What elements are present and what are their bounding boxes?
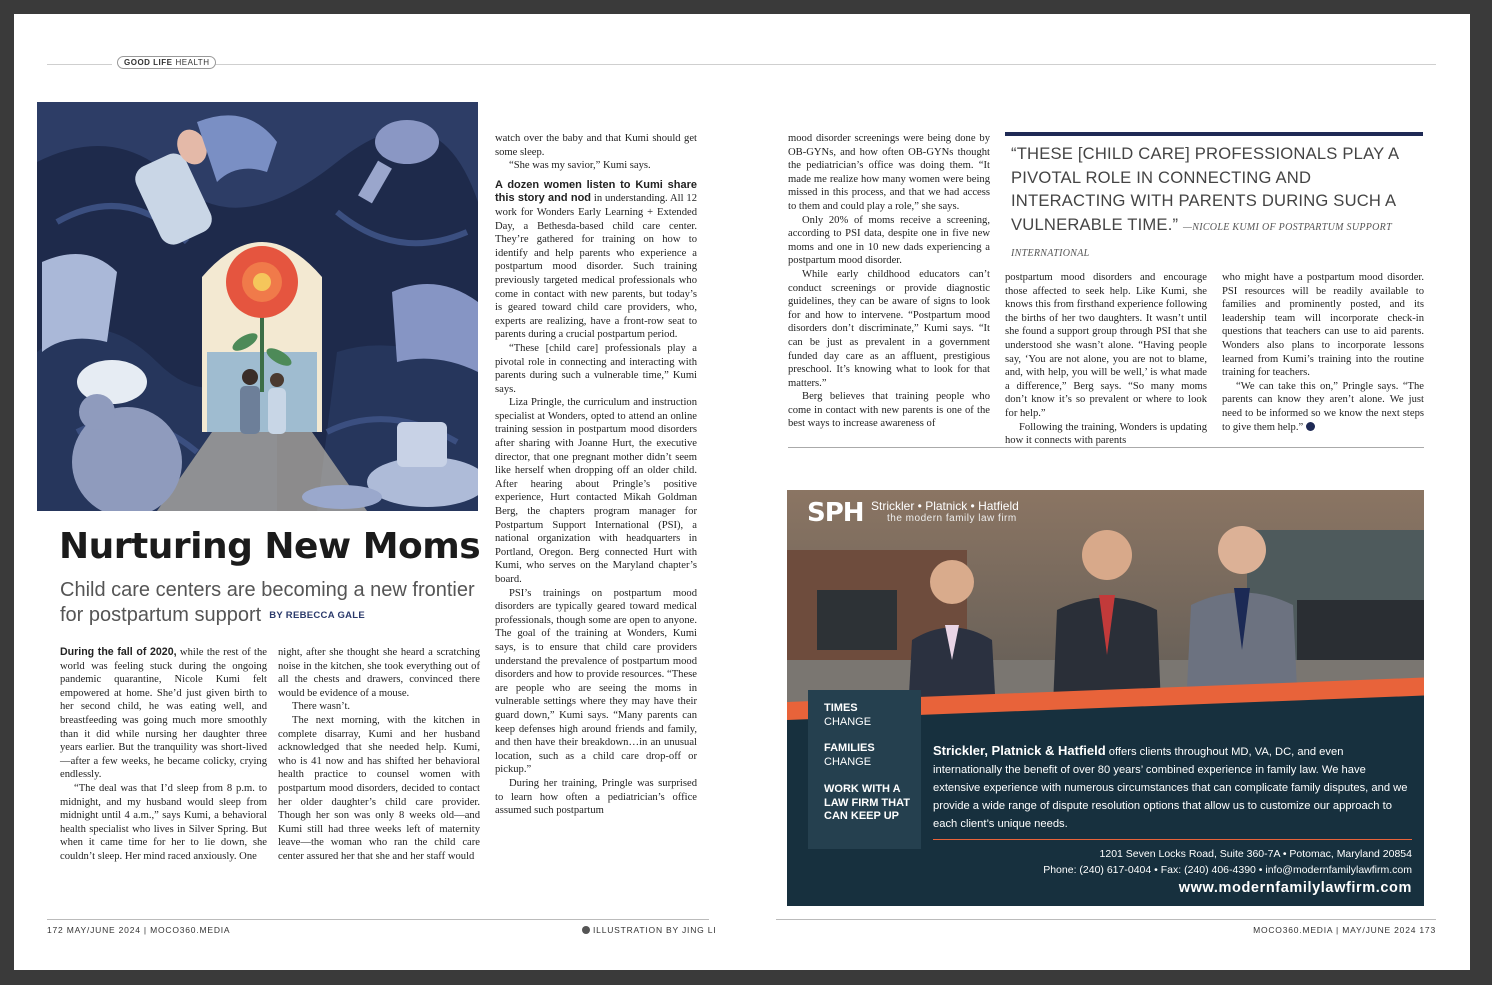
paragraph: Only 20% of moms receive a screening, according to PSI data, despite one in five new moms and one in 10 new dads experiencing a postpartum mood disorder. — [788, 214, 990, 267]
side-line: CHANGE — [824, 755, 872, 768]
footer-folio-right: MOCO360.MEDIA | MAY/JUNE 2024 173 — [1253, 925, 1436, 935]
header-rule-right — [209, 64, 1436, 65]
ad-body — [933, 742, 1413, 833]
footer-credit — [582, 925, 716, 935]
paragraph: “These [child care] professionals play a pivotal role in connecting and interacting with parents during such a vulnerable time,” Kumi says. — [495, 342, 697, 395]
paragraph: watch over the baby and that Kumi should get some sleep. — [495, 133, 697, 158]
ad-body-text: We have extensive experience with numerous circumstances that can complicate family disputes, and we provide a wide range of dispute resolution options that allow us to customize our approach to each client’s unique needs. — [933, 764, 1408, 830]
magazine-spread — [14, 14, 1470, 970]
paragraph: who might have a postpartum mood disorder. PSI resources will be readily available to families and prominently posted, and its leadership team will incorporate check-in questions that teachers can use to aid parents. Wonders also plans to incorporate lessons learned from Kumi’s training into the routine training for teachers. — [1222, 272, 1424, 379]
article-dek — [60, 578, 480, 628]
side-line: TIMES — [824, 702, 858, 714]
paragraph: While early childhood educators can’t conduct screenings or provide diagnostic guidelines, they can be aware of signs to look for and how to intervene. “Postpartum mood disorders don’t discriminate,” Kumi says. “It can be just as prevalent in a government funded day care as an affluent, prestigious preschool. It’s knowing what to look for that matters.” — [788, 268, 990, 389]
camera-icon — [582, 926, 590, 934]
footer-rule-left — [47, 919, 709, 920]
ad-separator-rule — [788, 447, 1424, 448]
paragraph: PSI’s trainings on postpartum mood disorders are typically geared toward medical professionals, though some are open to anyone. The goal of the training at Wonders, Kumi says, is to ensure that child care providers understand the prevalence of postpartum mood disorders and how to provide resources. “These are people who are seeing the moms in vulnerable settings where they may have their guard down,” Kumi says. “Many parents can keep defenses high around friends and family, and then have their breakdown…in an unusual location, such as a child care drop-off or pickup.” — [495, 587, 697, 776]
article-column-2 — [278, 646, 480, 864]
section-lead-in: A dozen women listen to Kumi share this story and nod — [495, 178, 697, 205]
ad-body-text: offers clients throughout MD, VA, DC, and even internationally the benefit of over 80 years’ combined experience in family law. — [933, 746, 1344, 776]
dek-text: Child care centers are becoming a new frontier for postpartum support — [60, 579, 475, 626]
paragraph: postpartum mood disorders and encourage those affected to seek help. Like Kumi, she knows this from firsthand experience following the births of her two daughters. It wasn’t until she found a support group through PSI that she understood she wasn’t alone. “Having people say, ‘You are not alone, you are not to blame, and, with help, you will be well,’ is what made a difference,” Berg says. “So many moms don’t know it’s so prevalent or where to look for help.” — [1005, 272, 1207, 419]
ad-side-box — [808, 690, 921, 849]
footer-folio-left: 172 MAY/JUNE 2024 | MOCO360.MEDIA — [47, 925, 231, 935]
paragraph: There wasn’t. — [292, 701, 351, 713]
ad-logo: SPH — [807, 498, 864, 528]
section-label: GOOD LIFE — [124, 58, 173, 67]
ad-rule — [933, 839, 1412, 840]
section-tag — [117, 56, 216, 69]
pull-quote — [1011, 142, 1421, 266]
paragraph: Liza Pringle, the curriculum and instruction specialist at Wonders, opted to attend an online training session in postpartum mood disorders after sharing with Joanne Hurt, the executive director, that one pregnant mother didn’t seem like herself when dropping off an older child. After hearing about Pringle’s positive experience, Hurt contacted Mikah Goldman Berg, the chapters program manager for Postpartum Support International (PSI), a national organization with headquarters in Portland, Oregon. Berg connected Hurt with Kumi, who serves on the Maryland chapter’s board. — [495, 397, 697, 585]
side-line: WORK WITH A LAW FIRM THAT CAN KEEP UP — [824, 783, 910, 822]
byline: BY REBECCA GALE — [269, 610, 366, 622]
article-illustration — [37, 102, 478, 511]
ad-address: 1201 Seven Locks Road, Suite 360-7A • Potomac, Maryland 20854 — [1099, 848, 1412, 860]
pull-quote-text: “THESE [CHILD CARE] PROFESSIONALS PLAY A PIVOTAL ROLE IN CONNECTING AND INTERACTING WITH PARENTS DURING SUCH A VULNERABLE TIME.” — [1011, 144, 1399, 234]
lead-in: During the fall of 2020, — [60, 646, 177, 658]
paragraph: “The deal was that I’d sleep from 8 p.m. to midnight, and my husband would sleep from midnight until 4 a.m.,” says Kumi, a behavioral health specialist who lives in Silver Spring. But when it came time for her to lie down, she couldn’t sleep. Her mind raced anxiously. One — [60, 782, 267, 862]
paragraph-text: while the rest of the world was feeling stuck during the ongoing pandemic quarantine, Nicole Kumi felt empowered at home. She’d just given birth to her second child, he was eating well, and breastfeeding was going much more smoothly than it did while nursing her daughter three years earlier. But the tranquility was short-lived—after a few weeks, he became colicky, crying endlessly. — [60, 647, 267, 781]
paragraph: Following the training, Wonders is updating how it connects with parents — [1005, 421, 1207, 447]
paragraph: During her training, Pringle was surprised to learn how often a pediatrician’s office assumed such postpartum — [495, 777, 697, 817]
paragraph — [1222, 380, 1424, 434]
side-line: CHANGE — [824, 715, 872, 728]
article-column-1 — [60, 646, 267, 864]
article-column-5 — [1005, 271, 1207, 448]
footer-rule-right — [776, 919, 1436, 920]
article-column-6 — [1222, 271, 1424, 434]
pull-quote-rule — [1005, 132, 1423, 136]
paragraph-text: “We can take this on,” Pringle says. “The parents can know they aren’t alone. We just need to be informed so we know the next steps to give them help.” — [1222, 380, 1424, 433]
ad-website[interactable]: www.modernfamilylawfirm.com — [1178, 880, 1412, 896]
paragraph — [60, 646, 267, 782]
ad-firm-names: Strickler • Platnick • Hatfield — [871, 499, 1019, 513]
side-line: FAMILIES — [824, 742, 875, 754]
paragraph — [495, 179, 697, 342]
paragraph: “She was my savior,” Kumi says. — [509, 160, 651, 172]
article-column-3 — [495, 132, 697, 818]
law-firm-advertisement — [787, 490, 1424, 906]
paragraph: Berg believes that training people who come in contact with new parents is one of the best ways to increase awareness of — [788, 391, 990, 430]
credit-text: ILLUSTRATION BY JING LI — [593, 925, 717, 935]
paragraph: night, after she thought she heard a scratching noise in the kitchen, she took everything out of all the chests and drawers, convinced there would be evidence of a mouse. — [278, 647, 480, 699]
paragraph: mood disorder screenings were being done by OB-GYNs, and how often OB-GYNs thought the pediatrician’s office was doing them. “It made me realize how many women were being missed in this process, and that we had access to them and could play a role,” she says. — [788, 133, 990, 212]
subsection-label: HEALTH — [175, 58, 210, 67]
ad-firm-bold: Strickler, Platnick & Hatfield — [933, 743, 1106, 758]
header-rule-left — [47, 64, 112, 65]
end-mark-icon — [1306, 422, 1315, 431]
paragraph: The next morning, with the kitchen in complete disarray, Kumi and her husband acknowledged that she needed help. Kumi, who is 41 now and has shifted her behavioral health practice to counsel women with postpartum mood disorders, decided to contact her older daughter’s child care provider. Though her son was only 8 weeks old—and Kumi still had three weeks left of maternity leave—the woman who ran the child care center assured her that she and her staff would — [278, 714, 480, 862]
article-column-4 — [788, 132, 990, 431]
pull-quote-attribution: —NICOLE KUMI OF POSTPARTUM SUPPORT INTERNATIONAL — [1011, 221, 1392, 259]
ad-contact: Phone: (240) 617-0404 • Fax: (240) 406-4390 • info@modernfamilylawfirm.com — [1043, 864, 1412, 876]
paragraph-text: in understanding. All 12 work for Wonders Early Learning + Extended Day, a Bethesda-based child care center. They’re gathered for training on how to identify and help parents who experience a postpartum mood disorder. Such training previously targeted medical professionals who come in contact with new parents, but today’s is geared toward child care providers, who, experts are realizing, have a front-row seat to parents during a crucial postpartum period. — [495, 193, 697, 341]
illustration-art — [37, 102, 478, 511]
article-title: Nurturing New Moms — [59, 526, 481, 567]
ad-tagline: the modern family law firm — [887, 513, 1017, 524]
